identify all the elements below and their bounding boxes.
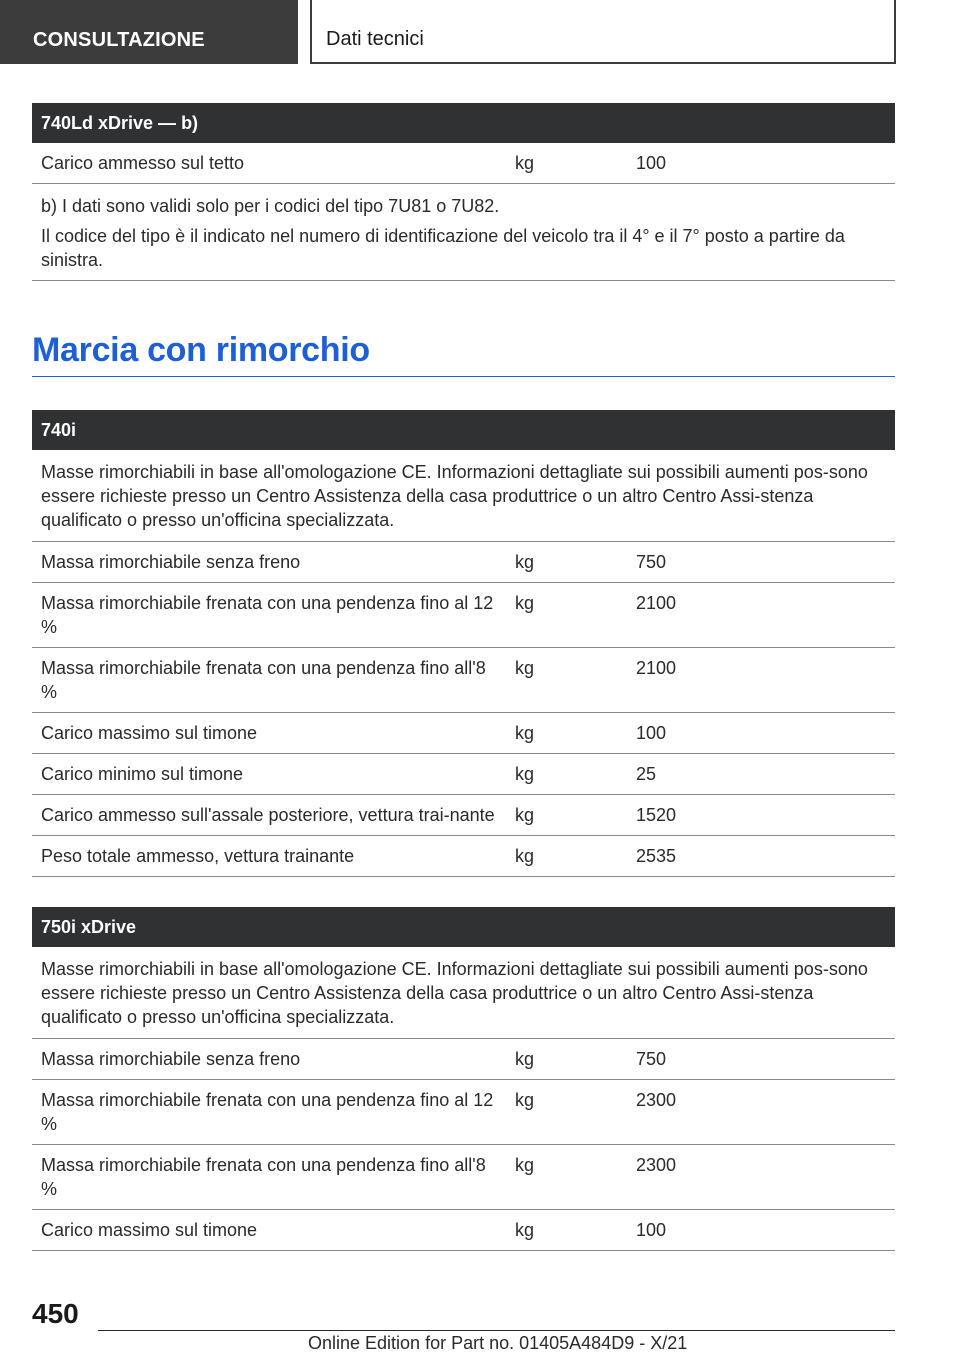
row-unit: kg [515,723,535,743]
row-value: 100 [636,1220,667,1240]
table-740ld [32,103,895,281]
row-value: 25 [636,764,657,784]
table-row [32,143,895,184]
table-row [32,648,895,713]
row-unit: kg [515,764,535,784]
row-value: 100 [636,153,667,173]
row-label: Massa rimorchiabile senza freno [41,1049,301,1069]
table-row [32,795,895,836]
row-unit: kg [515,552,535,572]
table-row [32,542,895,583]
row-unit: kg [515,805,535,825]
row-label: Carico ammesso sul tetto [41,153,245,173]
page-number: 450 [32,1298,79,1329]
table-heading: 740Ld xDrive — b) [32,103,895,143]
table-750i [32,907,895,1251]
table-row [32,713,895,754]
row-unit: kg [515,1155,535,1175]
row-unit: kg [515,1049,535,1069]
row-value: 2535 [636,846,677,866]
header-section-tab: CONSULTAZIONE [0,0,298,64]
row-label: Carico massimo sul timone [41,723,258,743]
row-label: Peso totale ammesso, vettura trainante [41,846,355,866]
table-row [32,583,895,648]
row-label: Massa rimorchiabile senza freno [41,552,301,572]
row-unit: kg [515,658,535,678]
section-title: Marcia con rimorchio [32,331,895,377]
footer-edition: Online Edition for Part no. 01405A484D9 - X/21 [308,1333,688,1353]
table-740i [32,410,895,877]
row-value: 2100 [636,593,677,613]
row-unit: kg [515,153,535,173]
table-heading: 750i xDrive [32,907,895,947]
footnote: b) I dati sono validi solo per i codici del tipo 7U81 o 7U82. [41,196,500,216]
row-label: Massa rimorchiabile frenata con una pendenza fino all'8 % [41,1155,486,1199]
table-row [32,1039,895,1080]
row-value: 1520 [636,805,677,825]
page-content [32,103,895,1251]
footnote: Il codice del tipo è il indicato nel numero di identificazione del veicolo tra il 4° e il 7° posto a partire da sinistra. [41,226,845,270]
row-value: 750 [636,1049,667,1069]
row-value: 2100 [636,658,677,678]
row-label: Massa rimorchiabile frenata con una pendenza fino al 12 % [41,593,494,637]
row-unit: kg [515,846,535,866]
row-value: 2300 [636,1090,677,1110]
row-unit: kg [515,1220,535,1240]
table-row [32,836,895,877]
table-row [32,754,895,795]
table-row [32,1145,895,1210]
row-label: Massa rimorchiabile frenata con una pendenza fino al 12 % [41,1090,494,1134]
row-value: 2300 [636,1155,677,1175]
table-notes [32,184,895,281]
row-label: Carico ammesso sull'assale posteriore, vettura trai-nante [41,805,495,825]
row-unit: kg [515,1090,535,1110]
header-page-title: Dati tecnici [310,0,896,64]
table-row [32,1210,895,1251]
table-intro: Masse rimorchiabili in base all'omologazione CE. Informazioni dettagliate sui possibili aumenti pos-sono essere richieste presso un Centro Assistenza della casa produttrice o un altro Centro Assi-stenza qualificato o presso un'officina specializzata. [32,947,895,1039]
table-intro: Masse rimorchiabili in base all'omologazione CE. Informazioni dettagliate sui possibili aumenti pos-sono essere richieste presso un Centro Assistenza della casa produttrice o un altro Centro Assi-stenza qualificato o presso un'officina specializzata. [32,450,895,542]
row-unit: kg [515,593,535,613]
row-label: Massa rimorchiabile frenata con una pendenza fino all'8 % [41,658,486,702]
table-row [32,1080,895,1145]
row-value: 750 [636,552,667,572]
row-label: Carico minimo sul timone [41,764,244,784]
row-value: 100 [636,723,667,743]
footer-divider [98,1330,895,1331]
table-heading: 740i [32,410,895,450]
row-label: Carico massimo sul timone [41,1220,258,1240]
